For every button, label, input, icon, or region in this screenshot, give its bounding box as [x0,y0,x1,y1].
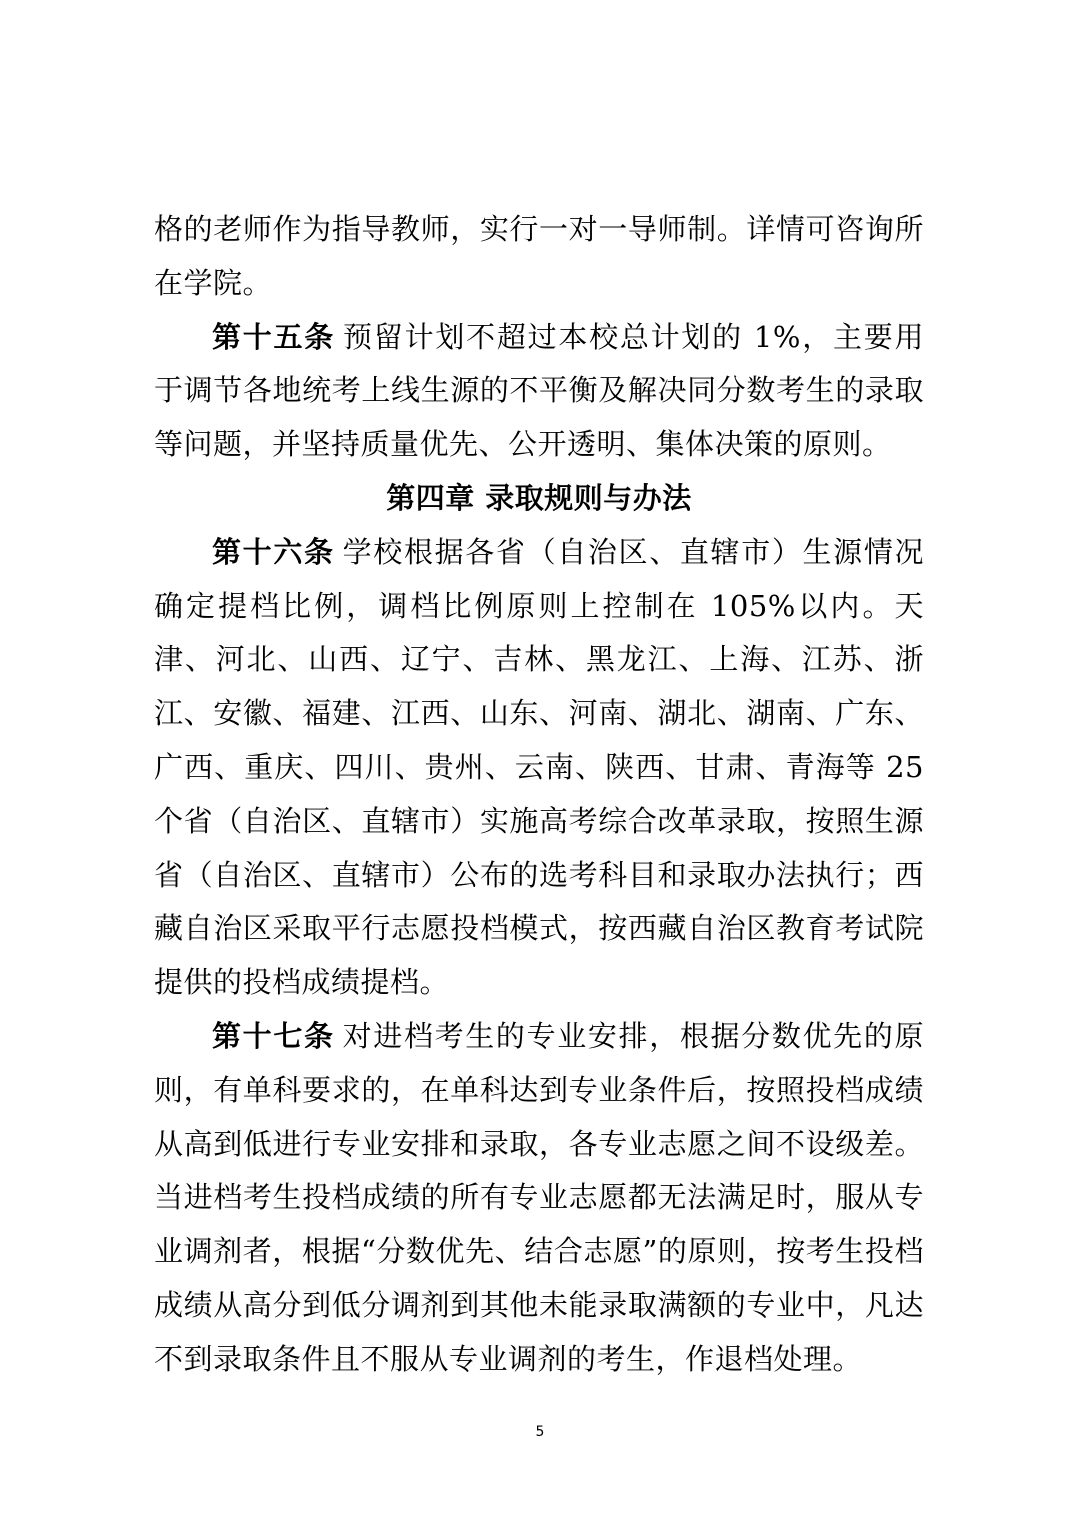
article-16 [154,526,924,1010]
article-title: 第十六条 [212,534,335,569]
article-15 [154,311,924,472]
article-17 [154,1010,924,1387]
article-text: 预留计划不超过本校总计划的 1%，主要用于调节各地统考上线生源的不平衡及解决同分数考生的录取等问题，并坚持质量优先、公开透明、集体决策的原则。 [154,319,924,462]
paragraph-text: 格的老师作为指导教师，实行一对一导师制。详情可咨询所在学院。 [154,212,924,300]
page-number: 5 [535,1424,545,1440]
paragraph-continuation [154,203,924,311]
article-text: 学校根据各省（自治区、直辖市）生源情况确定提档比例，调档比例原则上控制在 105%以内。天津、河北、山西、辽宁、吉林、黑龙江、上海、江苏、浙江、安徽、福建、江西、山东、河南、湖北、湖南、广东、广西、重庆、四川、贵州、云南、陕西、甘肃、青海等 25 个省（自治区、直辖市）实施高考综合改革录取，按照生源省（自治区、直辖市）公布的选考科目和录取办法执行；西藏自治区采取平行志愿投档模式，按西藏自治区教育考试院提供的投档成绩提档。 [154,534,924,1000]
article-title: 第十七条 [212,1018,335,1053]
article-title: 第十五条 [212,319,336,354]
page-content [154,203,924,1387]
chapter-heading: 第四章 录取规则与办法 [386,480,692,515]
article-text: 对进档考生的专业安排，根据分数优先的原则，有单科要求的，在单科达到专业条件后，按照投档成绩从高到低进行专业安排和录取，各专业志愿之间不设级差。当进档考生投档成绩的所有专业志愿都无法满足时，服从专业调剂者，根据“分数优先、结合志愿”的原则，按考生投档成绩从高分到低分调剂到其他未能录取满额的专业中，凡达不到录取条件且不服从专业调剂的考生，作退档处理。 [154,1018,924,1376]
